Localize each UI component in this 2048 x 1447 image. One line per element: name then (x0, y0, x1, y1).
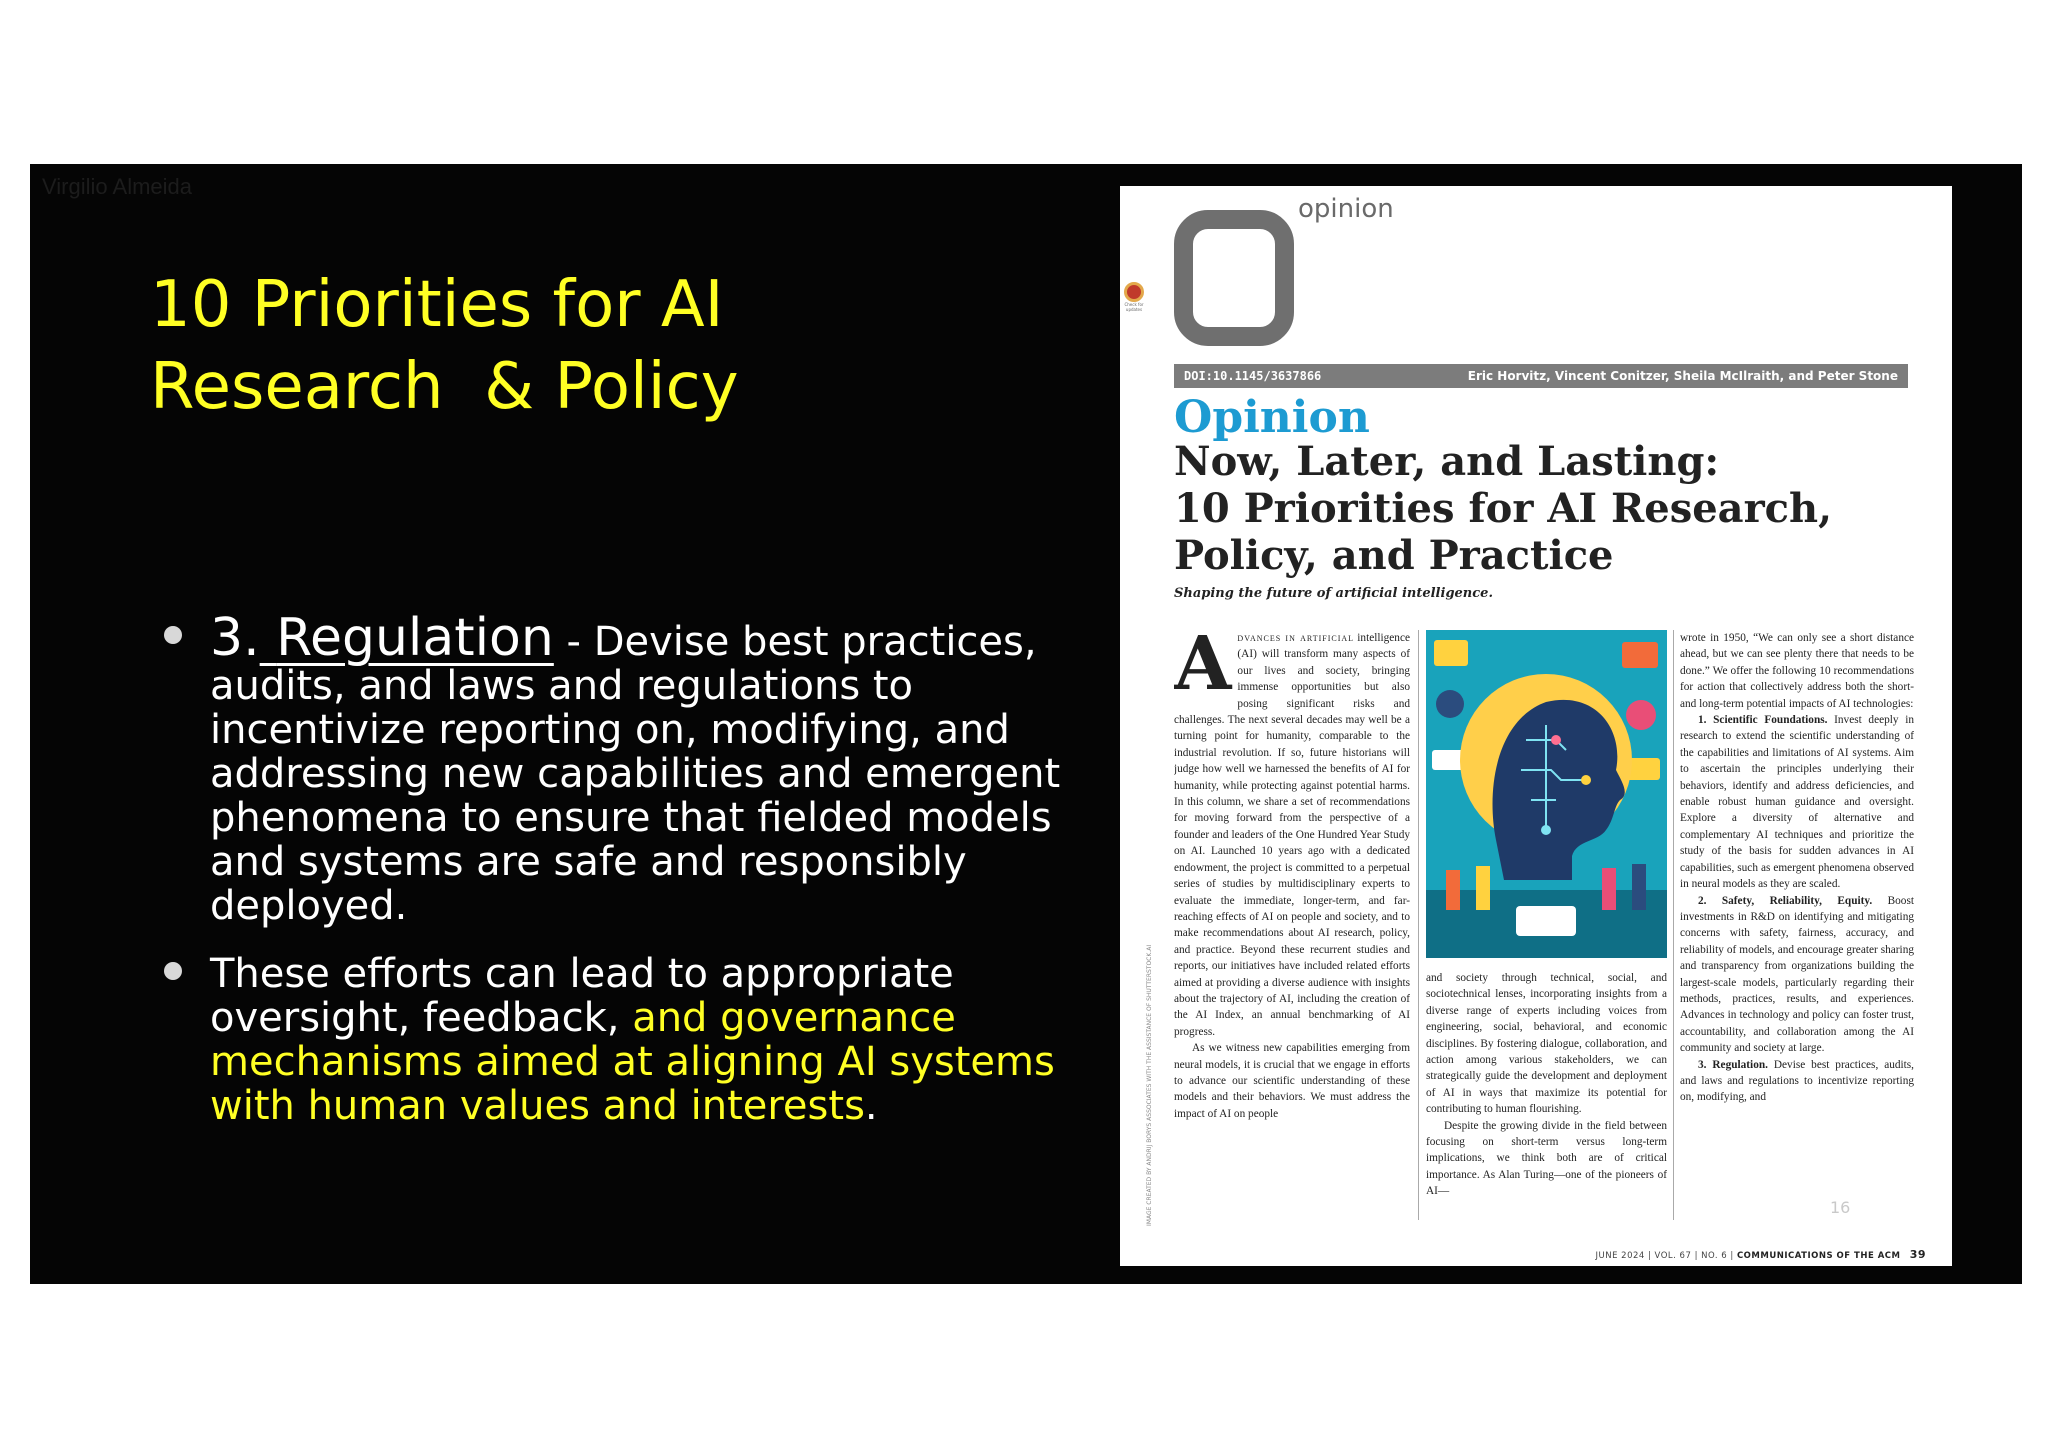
article-column-3 (1680, 630, 1914, 1220)
check-for-updates-badge[interactable] (1122, 282, 1146, 312)
title-line-1: 10 Priorities for AI (150, 268, 724, 342)
article-column-1 (1174, 630, 1410, 1220)
efforts-end: . (864, 1083, 878, 1129)
bullet-regulation (150, 608, 1100, 929)
column-1-paragraph-1: intelligence (AI) will transform many aspects of our lives and society, bringing immense opportunities but also posing significant risks and challenges. The next several decades may well be a turning point for humanity, comparable to the industrial revolution. If so, future historians will judge how well we harnessed the benefits of AI for humanity, while protecting against potential harms. In this column, we share a set of recommendations for moving forward from the perspective of a founder and leaders of the One Hundred Year Study on AI. Launched 10 years ago with a dedicated endowment, the project is committed to a perpetual series of studies by multidisciplinary experts to evaluate the immediate, longer-term, and far-reaching effects of AI on people and society, and to make recommendations about AI research, policy, and practice. Beyond these recurrent studies and reports, our initiatives have included related efforts aimed at providing a diverse audience with insights about the trajectory of AI, including the creation of the AI Index, an annual benchmarking of AI progress. (1174, 632, 1410, 1038)
priority-3-text: Devise best practices, audits, and laws and regulations to incentivize reporting on, modifying, and (1680, 1058, 1914, 1104)
efforts-highlight: and governance mechanisms aimed at aligning AI systems with human values and interests (210, 995, 1055, 1129)
column-3-intro: wrote in 1950, “We can only see a short distance ahead, but we can see plenty there that needs to be done.” We offer the following 10 recommendations for action that collectively address both the short- and long-term potential impacts of AI technologies: (1680, 632, 1914, 710)
footer-journal: COMMUNICATIONS OF THE ACM (1736, 1251, 1901, 1261)
priority-3-heading: 3. Regulation. (1698, 1058, 1768, 1071)
slide-page-number: 16 (1830, 1198, 1851, 1217)
article-headline (1174, 438, 1934, 579)
opinion-kicker: opinion (1298, 194, 1394, 224)
regulation-number: 3. (210, 608, 260, 668)
footer-page: 39 (1909, 1248, 1926, 1261)
headline-line-3: Policy, and Practice (1174, 532, 1614, 579)
footer-date: JUNE 2024 | VOL. 67 | NO. 6 | (1595, 1251, 1734, 1261)
title-line-2: Research & Policy (150, 350, 739, 424)
bullet-list (150, 608, 1100, 1129)
priority-1-heading: 1. Scientific Foundations. (1698, 714, 1828, 727)
doi: DOI:10.1145/3637866 (1184, 369, 1322, 383)
efforts-text: These efforts can lead to appropriate oversight, feedback, (210, 951, 954, 1041)
column-rule (1418, 630, 1419, 1220)
article-page (1120, 186, 1952, 1266)
image-credit: IMAGE CREATED BY ANDRIJ BORYS ASSOCIATES WITH THE ASSISTANCE OF SHUTTERSTOCK.AI (1146, 944, 1153, 1226)
drop-cap: A (1174, 630, 1232, 707)
check-for-updates-text: Check for updates (1124, 302, 1144, 312)
bullet-dot-icon (164, 962, 182, 980)
headline-line-2: 10 Priorities for AI Research, (1174, 485, 1833, 532)
column-1-paragraph-2: As we witness new capabilities emerging from neural models, it is crucial that we engage in efforts to advance our scientific understanding of these models and their behaviors. We must address the impact of AI on people (1174, 1042, 1410, 1120)
priority-2-heading: 2. Safety, Reliability, Equity. (1698, 894, 1873, 907)
column-2-paragraph-2: Despite the growing divide in the field between focusing on short-term versus long-term implications, we think both are of critical importance. As Alan Turing—one of the pioneers of AI— (1426, 1119, 1667, 1198)
author-label: Virgilio Almeida (42, 174, 193, 199)
headline-line-1: Now, Later, and Lasting: (1174, 438, 1720, 485)
regulation-heading: Regulation (276, 608, 554, 668)
column-2-paragraph-1: and society through technical, social, and sociotechnical lenses, incorporating insights from a diverse range of experts including voices from engineering, social, behavioral, and economic disciplines. By fostering dialogue, collaboration, and action among various stakeholders, we can strategically guide the development and deployment of AI in ways that maximize its potential for contributing to human flourishing. (1426, 972, 1667, 1116)
article-authors: Eric Horvitz, Vincent Conitzer, Sheila McIlraith, and Peter Stone (1467, 369, 1898, 383)
regulation-text: - Devise best practices, audits, and laws and regulations to incentivize reporting on, modifying, and addressing new capabilities and emergent phenomena to ensure that fielded models and systems are safe and responsibly deployed. (210, 619, 1061, 929)
slide-title (150, 264, 739, 428)
bullet-efforts (150, 952, 1100, 1128)
article-footer (1596, 1248, 1927, 1261)
lead-in: dvances in artificial (1237, 632, 1355, 644)
bullet-dot-icon (164, 626, 182, 644)
doi-bar (1174, 364, 1908, 388)
article-subhead: Shaping the future of artificial intelligence. (1174, 586, 1493, 601)
priority-1-text: Invest deeply in research to extend the scientific understanding of the capabilities and limitations of AI systems. Aim to ascertain the principles underlying their behaviors, identify and address deficiencies, and enable robust human guidance and oversight. Explore a diversity of alternative and complementary AI techniques and prioritize the study of the basis for sudden advances in AI capabilities, such as emergent phenomena observed in neural models as they are scaled. (1680, 714, 1914, 891)
article-column-2 (1426, 970, 1667, 1220)
opinion-o-logo-icon (1174, 210, 1294, 346)
column-rule (1673, 630, 1674, 1220)
slide (30, 164, 2022, 1284)
section-label: Opinion (1174, 392, 1370, 443)
check-for-updates-icon (1124, 282, 1144, 302)
ai-illustration (1426, 630, 1667, 958)
priority-2-text: Boost investments in R&D on identifying and mitigating concerns with safety, fairness, accuracy, and reliability of models, and encourage greater sharing and transparency from organizations building the largest-scale models, particularly regarding their methods, practices, results, and experiences. Advances in technology and policy can foster trust, accountability, and collaboration among the AI community and society at large. (1680, 894, 1914, 1055)
